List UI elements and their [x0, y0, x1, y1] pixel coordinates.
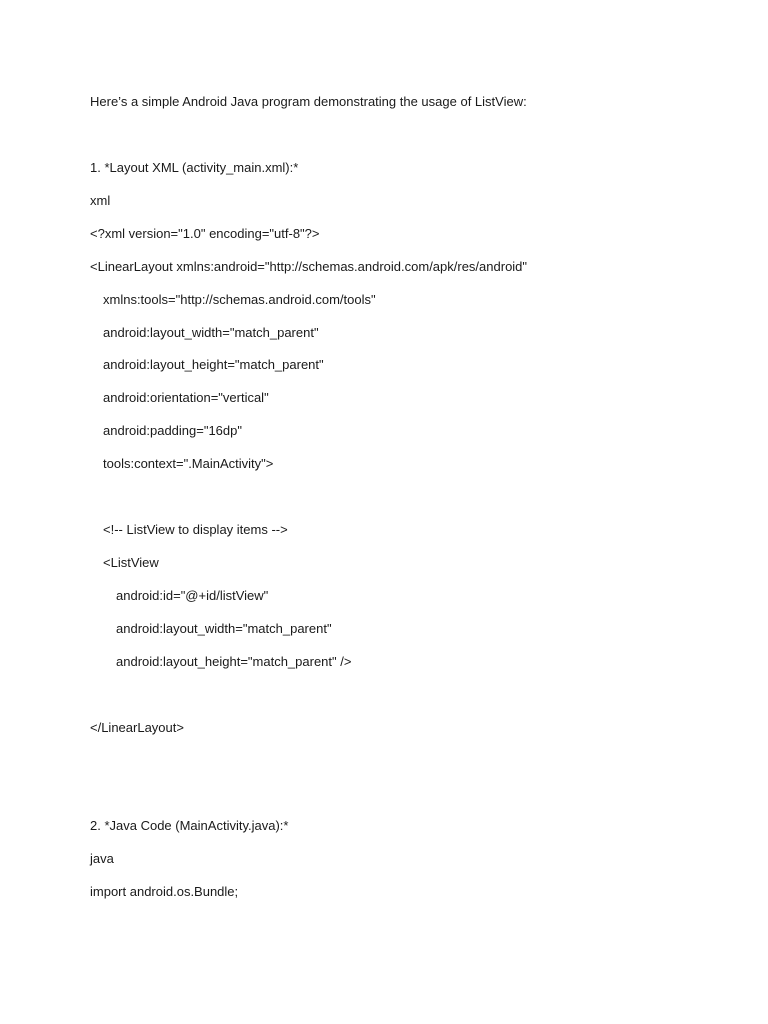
code-line: tools:context=".MainActivity">: [103, 456, 274, 471]
code-language-label: java: [90, 851, 114, 866]
code-line: xmlns:tools="http://schemas.android.com/tools": [103, 292, 376, 307]
code-line: android:orientation="vertical": [103, 390, 269, 405]
code-line: <?xml version="1.0" encoding="utf-8"?>: [90, 226, 320, 241]
code-line: android:id="@+id/listView": [116, 588, 269, 603]
section-heading-java-code: 2. *Java Code (MainActivity.java):*: [90, 818, 289, 833]
code-line: <LinearLayout xmlns:android="http://schemas.android.com/apk/res/android": [90, 259, 528, 274]
code-language-label: xml: [90, 193, 111, 208]
code-line: android:padding="16dp": [103, 423, 242, 438]
code-line: <ListView: [103, 555, 159, 570]
code-line: android:layout_height="match_parent": [103, 357, 324, 372]
code-line: </LinearLayout>: [90, 720, 184, 735]
code-line: android:layout_width="match_parent": [116, 621, 332, 636]
intro-text: Here’s a simple Android Java program demonstrating the usage of ListView:: [90, 94, 527, 109]
code-line: <!-- ListView to display items -->: [103, 522, 288, 537]
code-line: import android.os.Bundle;: [90, 884, 239, 899]
section-heading-layout-xml: 1. *Layout XML (activity_main.xml):*: [90, 160, 299, 175]
code-line: android:layout_height="match_parent" />: [116, 654, 352, 669]
code-line: android:layout_width="match_parent": [103, 325, 319, 340]
